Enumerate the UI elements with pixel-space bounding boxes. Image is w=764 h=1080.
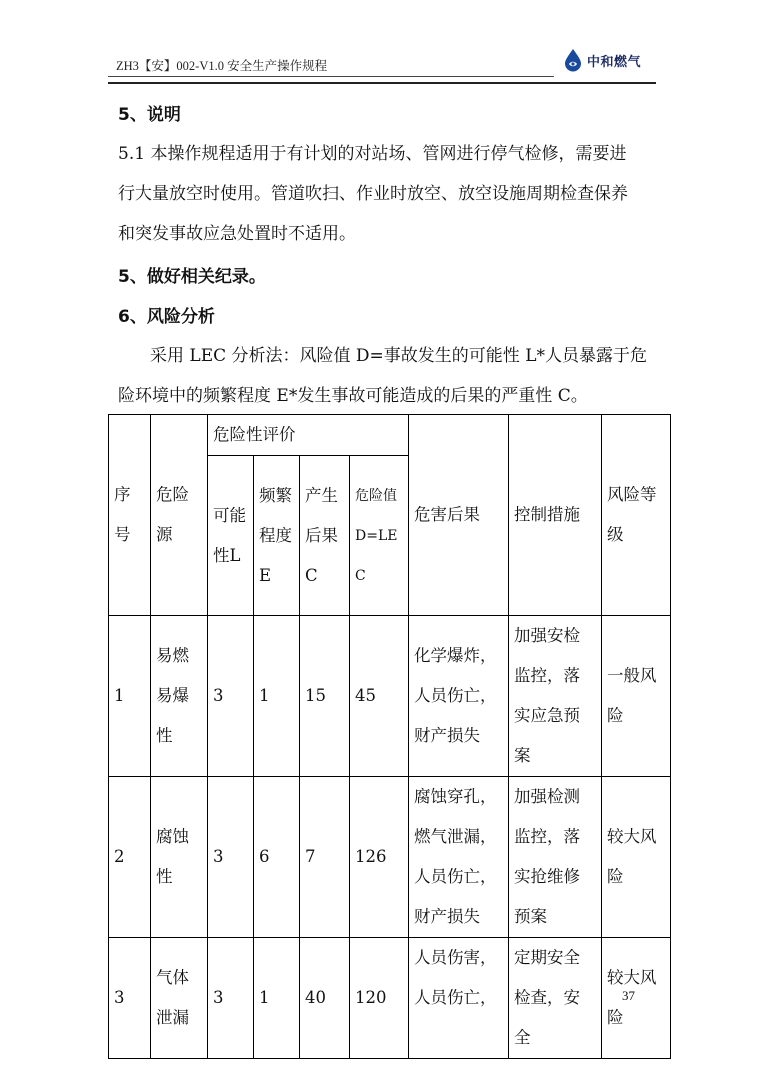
row-3-measures: 定期安全检查，安全: [509, 938, 602, 1059]
header-measures: 控制措施: [509, 415, 602, 616]
row-2-hazard: 腐蚀性: [151, 777, 208, 938]
header-D: 危险值D=LEC: [350, 456, 409, 616]
row-1-seq: 1: [109, 616, 151, 777]
drop-logo-icon: [562, 48, 584, 72]
row-2-level: 较大风险: [602, 777, 671, 938]
section-6-title: 6、风险分析: [118, 307, 215, 327]
row-3-seq: 3: [109, 938, 151, 1059]
row-1-level: 一般风险: [602, 616, 671, 777]
row-1-measures: 加强安检监控，落实应急预案: [509, 616, 602, 777]
row-3-L: 3: [208, 938, 254, 1059]
row-1-L: 3: [208, 616, 254, 777]
row-1-C: 15: [300, 616, 350, 777]
row-2-seq: 2: [109, 777, 151, 938]
page-header: [108, 46, 656, 86]
section-5-1-line-2: 行大量放空时使用。管道吹扫、作业时放空、放空设施周期检查保养: [118, 184, 628, 204]
section-5-title: 5、说明: [118, 105, 181, 125]
page-number: 37: [622, 988, 635, 1003]
risk-analysis-table: [108, 414, 671, 1059]
logo-text: 中和燃气: [587, 54, 642, 70]
table-row: [109, 616, 671, 777]
header-evaluation: 危险性评价: [208, 415, 409, 456]
row-3-D: 120: [350, 938, 409, 1059]
row-3-level: 较大风险: [602, 938, 671, 1059]
header-rule-thin: [108, 76, 554, 77]
section-6-line-1: 采用 LEC 分析法：风险值 D=事故发生的可能性 L*人员暴露于危: [150, 346, 647, 366]
header-seq: 序号: [109, 415, 151, 616]
row-1-consequence: 化学爆炸，人员伤亡，财产损失: [409, 616, 509, 777]
row-1-E: 1: [254, 616, 300, 777]
row-2-measures: 加强检测监控，落实抢维修预案: [509, 777, 602, 938]
row-3-E: 1: [254, 938, 300, 1059]
row-1-hazard: 易燃易爆性: [151, 616, 208, 777]
row-2-C: 7: [300, 777, 350, 938]
row-1-D: 45: [350, 616, 409, 777]
document-code: ZH3【安】002-V1.0 安全生产操作规程: [116, 59, 328, 73]
table-row: [109, 777, 671, 938]
row-3-consequence: 人员伤害，人员伤亡，: [409, 938, 509, 1059]
section-5-1-line-3: 和突发事故应急处置时不适用。: [118, 224, 356, 244]
row-2-consequence: 腐蚀穿孔，燃气泄漏，人员伤亡，财产损失: [409, 777, 509, 938]
header-level: 风险等级: [602, 415, 671, 616]
row-2-E: 6: [254, 777, 300, 938]
section-6-line-2: 险环境中的频繁程度 E*发生事故可能造成的后果的严重性 C。: [118, 386, 588, 406]
table-header-row-1: [109, 415, 671, 456]
row-2-L: 3: [208, 777, 254, 938]
section-5b-title: 5、做好相关纪录。: [118, 267, 266, 287]
row-3-C: 40: [300, 938, 350, 1059]
header-C: 产生后果C: [300, 456, 350, 616]
header-consequence: 危害后果: [409, 415, 509, 616]
company-logo: [562, 48, 641, 72]
row-2-D: 126: [350, 777, 409, 938]
header-hazard: 危险源: [151, 415, 208, 616]
header-rule-thick: [108, 82, 656, 84]
section-5-1-line-1: 5.1 本操作规程适用于有计划的对站场、管网进行停气检修，需要进: [118, 144, 627, 164]
header-L: 可能性L: [208, 456, 254, 616]
header-E: 频繁程度E: [254, 456, 300, 616]
table-row: [109, 938, 671, 1059]
row-3-hazard: 气体泄漏: [151, 938, 208, 1059]
